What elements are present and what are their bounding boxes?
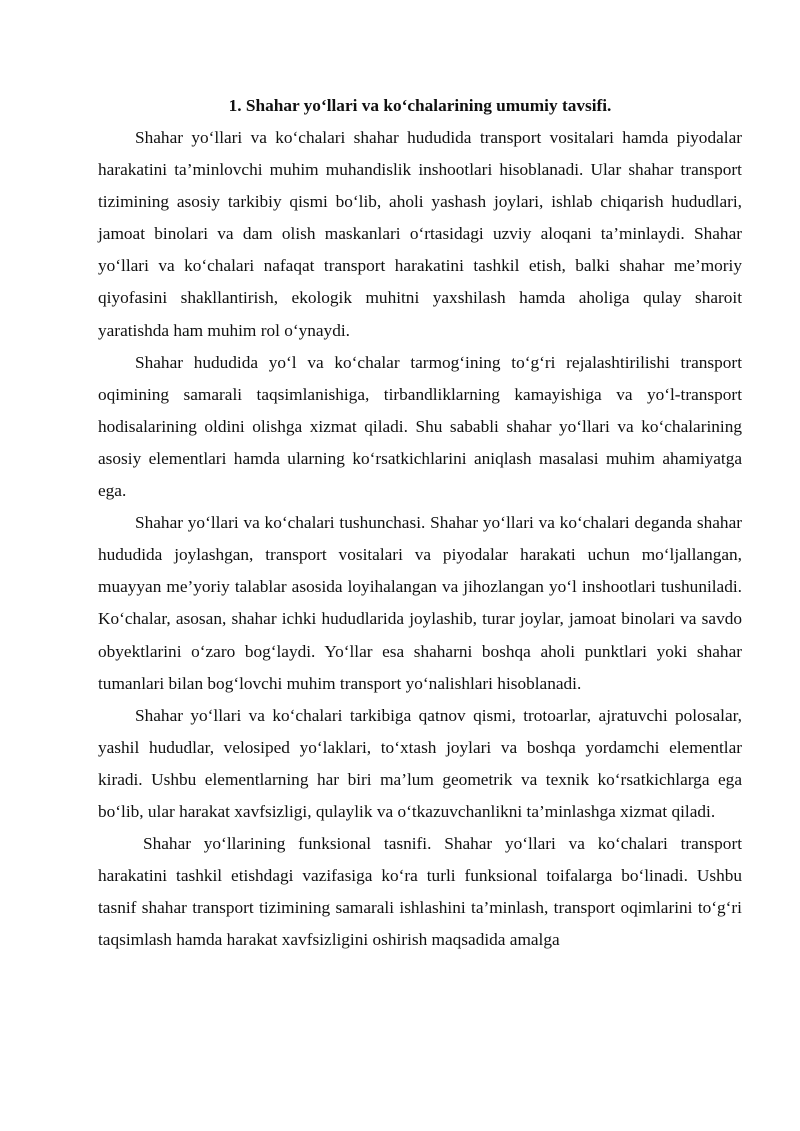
document-page — [98, 90, 742, 956]
paragraph-4: Shahar yo‘llari va ko‘chalari tarkibiga qatnov qismi, trotoarlar, ajratuvchi polosalar, yashil hududlar, velosiped yo‘laklari, to‘xtash joylari va boshqa yordamchi elementlar kiradi. Ushbu elementlarning har biri ma’lum geometrik va texnik ko‘rsatkichlarga ega bo‘lib, ular harakat xavfsizligi, qulaylik va o‘tkazuvchanlikni ta’minlashga xizmat qiladi. — [98, 705, 742, 821]
paragraph-1: Shahar yo‘llari va ko‘chalari shahar hududida transport vositalari hamda piyodalar harakatini ta’minlovchi muhim muhandislik inshootlari hisoblanadi. Ular shahar transport tizimining asosiy tarkibiy qismi bo‘lib, aholi yashash joylari, ishlab chiqarish hududlari, jamoat binolari va dam olish maskanlari o‘rtasidagi uzviy aloqani ta’minlaydi. Shahar yo‘llari va ko‘chalari nafaqat transport harakatini tashkil etish, balki shahar me’moriy qiyofasini shakllantirish, ekologik muhitni yaxshilash hamda aholiga qulay sharoit yaratishda ham muhim rol o‘ynaydi. — [98, 128, 742, 340]
paragraph-5: Shahar yo‘llarining funksional tasnifi. Shahar yo‘llari va ko‘chalari transport harakatini tashkil etishdagi vazifasiga ko‘ra turli funksional toifalarga bo‘linadi. Ushbu tasnif shahar transport tizimining samarali ishlashini ta’minlash, transport oqimlarini to‘g‘ri taqsimlash hamda harakat xavfsizligini oshirish maqsadida amalga — [98, 834, 742, 950]
paragraph-2: Shahar hududida yo‘l va ko‘chalar tarmog‘ining to‘g‘ri rejalashtirilishi transport oqimining samarali taqsimlanishiga, tirbandliklarning kamayishiga va yo‘l-transport hodisalarining oldini olishga xizmat qiladi. Shu sababli shahar yo‘llari va ko‘chalarining asosiy elementlari hamda ularning ko‘rsatkichlarini aniqlash masalasi muhim ahamiyatga ega. — [98, 352, 742, 501]
section-title: 1. Shahar yo‘llari va ko‘chalarining umumiy tavsifi. — [228, 96, 612, 115]
paragraph-3: Shahar yo‘llari va ko‘chalari tushunchasi. Shahar yo‘llari va ko‘chalari deganda shahar hududida joylashgan, transport vositalari va piyodalar harakati uchun mo‘ljallangan, muayyan me’yoriy talablar asosida loyihalangan va jihozlangan yo‘l inshootlari tushuniladi. Ko‘chalar, asosan, shahar ichki hududlarida joylashib, turar joylar, jamoat binolari va savdo obyektlarini o‘zaro bog‘laydi. Yo‘llar esa shaharni boshqa aholi punktlari yoki shahar tumanlari bilan bog‘lovchi muhim transport yo‘nalishlari hisoblanadi. — [98, 513, 742, 693]
